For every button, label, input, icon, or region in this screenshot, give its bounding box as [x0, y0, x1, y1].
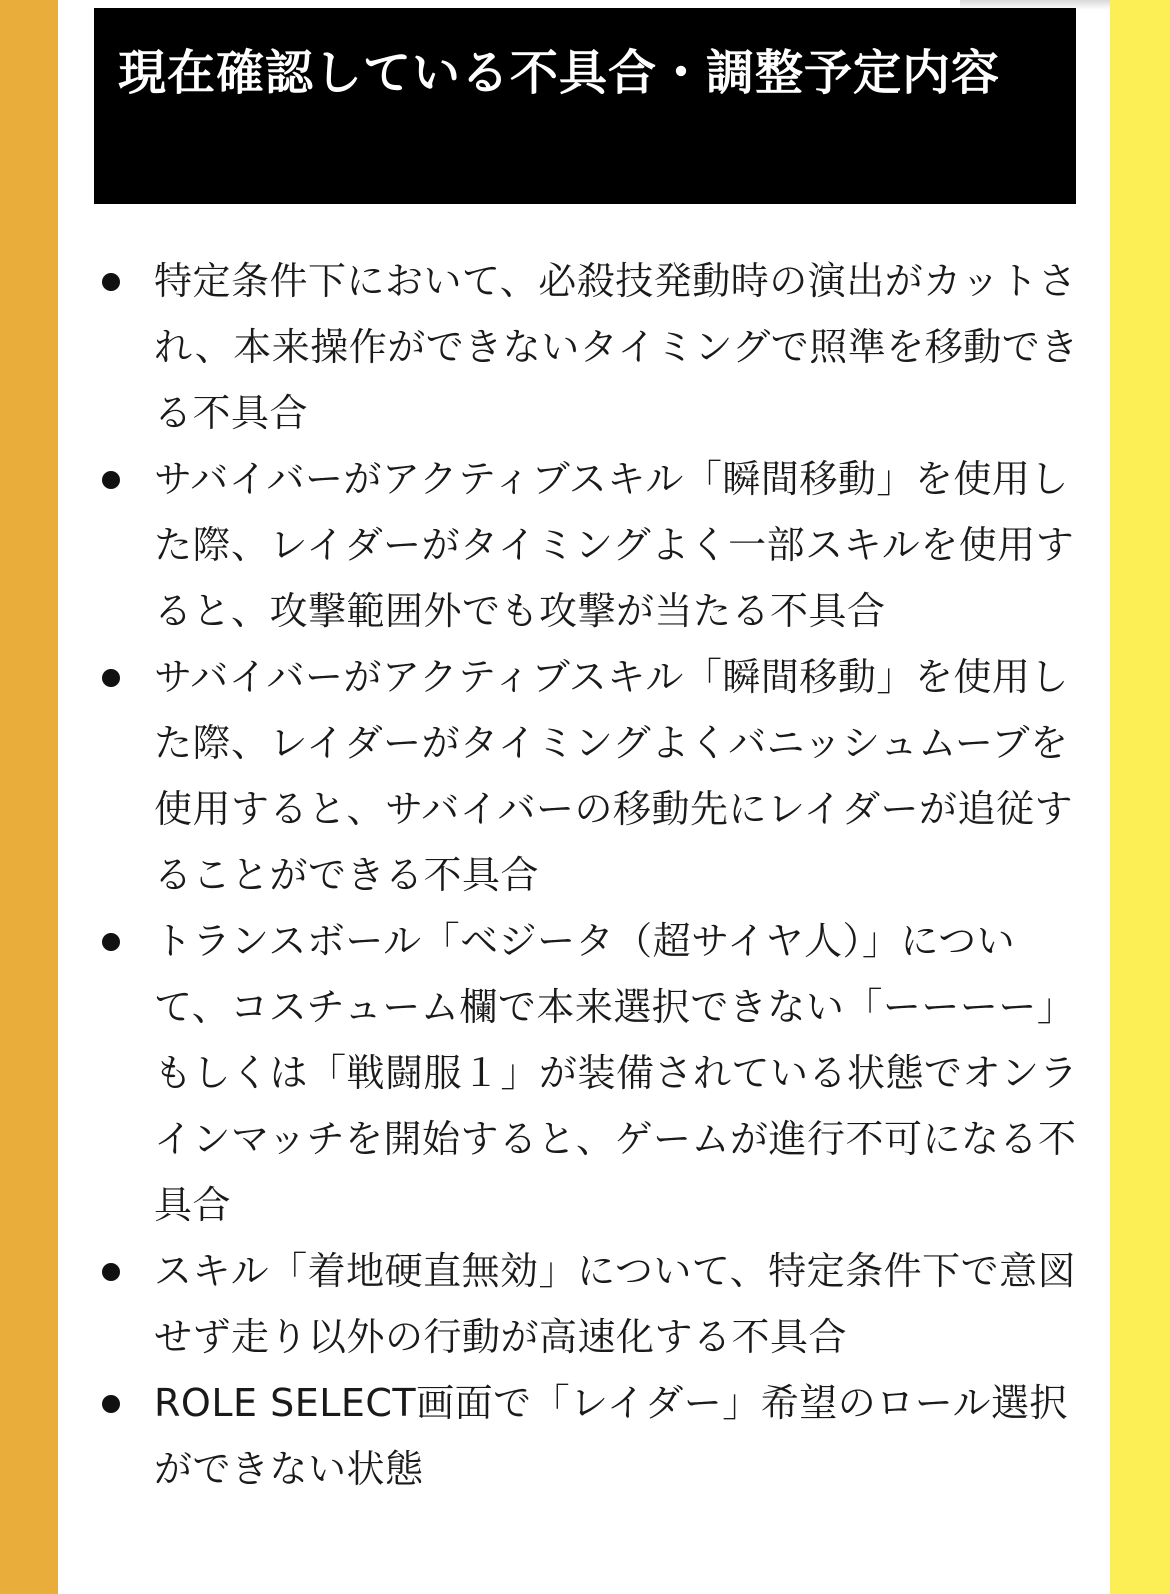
bullet-icon	[102, 1263, 120, 1281]
issue-text: スキル「着地硬直無効」について、特定条件下で意図せず走り以外の行動が高速化する不具合	[154, 1249, 1077, 1359]
issue-text: ROLE SELECT画面で「レイダー」希望のロール選択ができない状態	[154, 1381, 1068, 1491]
list-item	[94, 248, 1084, 446]
issue-text: 特定条件下において、必殺技発動時の演出がカットされ、本来操作ができないタイミングで照準を移動できる不具合	[154, 259, 1079, 435]
bullet-icon	[102, 669, 120, 687]
left-decorative-stripe	[0, 0, 58, 1594]
issue-text: トランスボール「ベジータ（超サイヤ人）」について、コスチューム欄で本来選択できない「ーーーー」もしくは「戦闘服１」が装備されている状態でオンラインマッチを開始すると、ゲームが進行不可になる不具合	[154, 919, 1079, 1227]
list-item	[94, 446, 1084, 644]
list-item	[94, 1238, 1084, 1370]
section-heading-box	[94, 8, 1076, 204]
article-content	[58, 0, 1110, 1594]
issue-list	[94, 248, 1084, 1502]
bullet-icon	[102, 273, 120, 291]
bullet-icon	[102, 1395, 120, 1413]
right-decorative-stripe	[1110, 0, 1170, 1594]
issue-text: サバイバーがアクティブスキル「瞬間移動」を使用した際、レイダーがタイミングよくバニッシュムーブを使用すると、サバイバーの移動先にレイダーが追従することができる不具合	[154, 655, 1074, 897]
bullet-icon	[102, 933, 120, 951]
list-item	[94, 908, 1084, 1238]
list-item	[94, 644, 1084, 908]
bullet-icon	[102, 471, 120, 489]
section-heading: 現在確認している不具合・調整予定内容	[118, 45, 1001, 101]
list-item	[94, 1370, 1084, 1502]
issue-text: サバイバーがアクティブスキル「瞬間移動」を使用した際、レイダーがタイミングよく一部スキルを使用すると、攻撃範囲外でも攻撃が当たる不具合	[154, 457, 1075, 633]
